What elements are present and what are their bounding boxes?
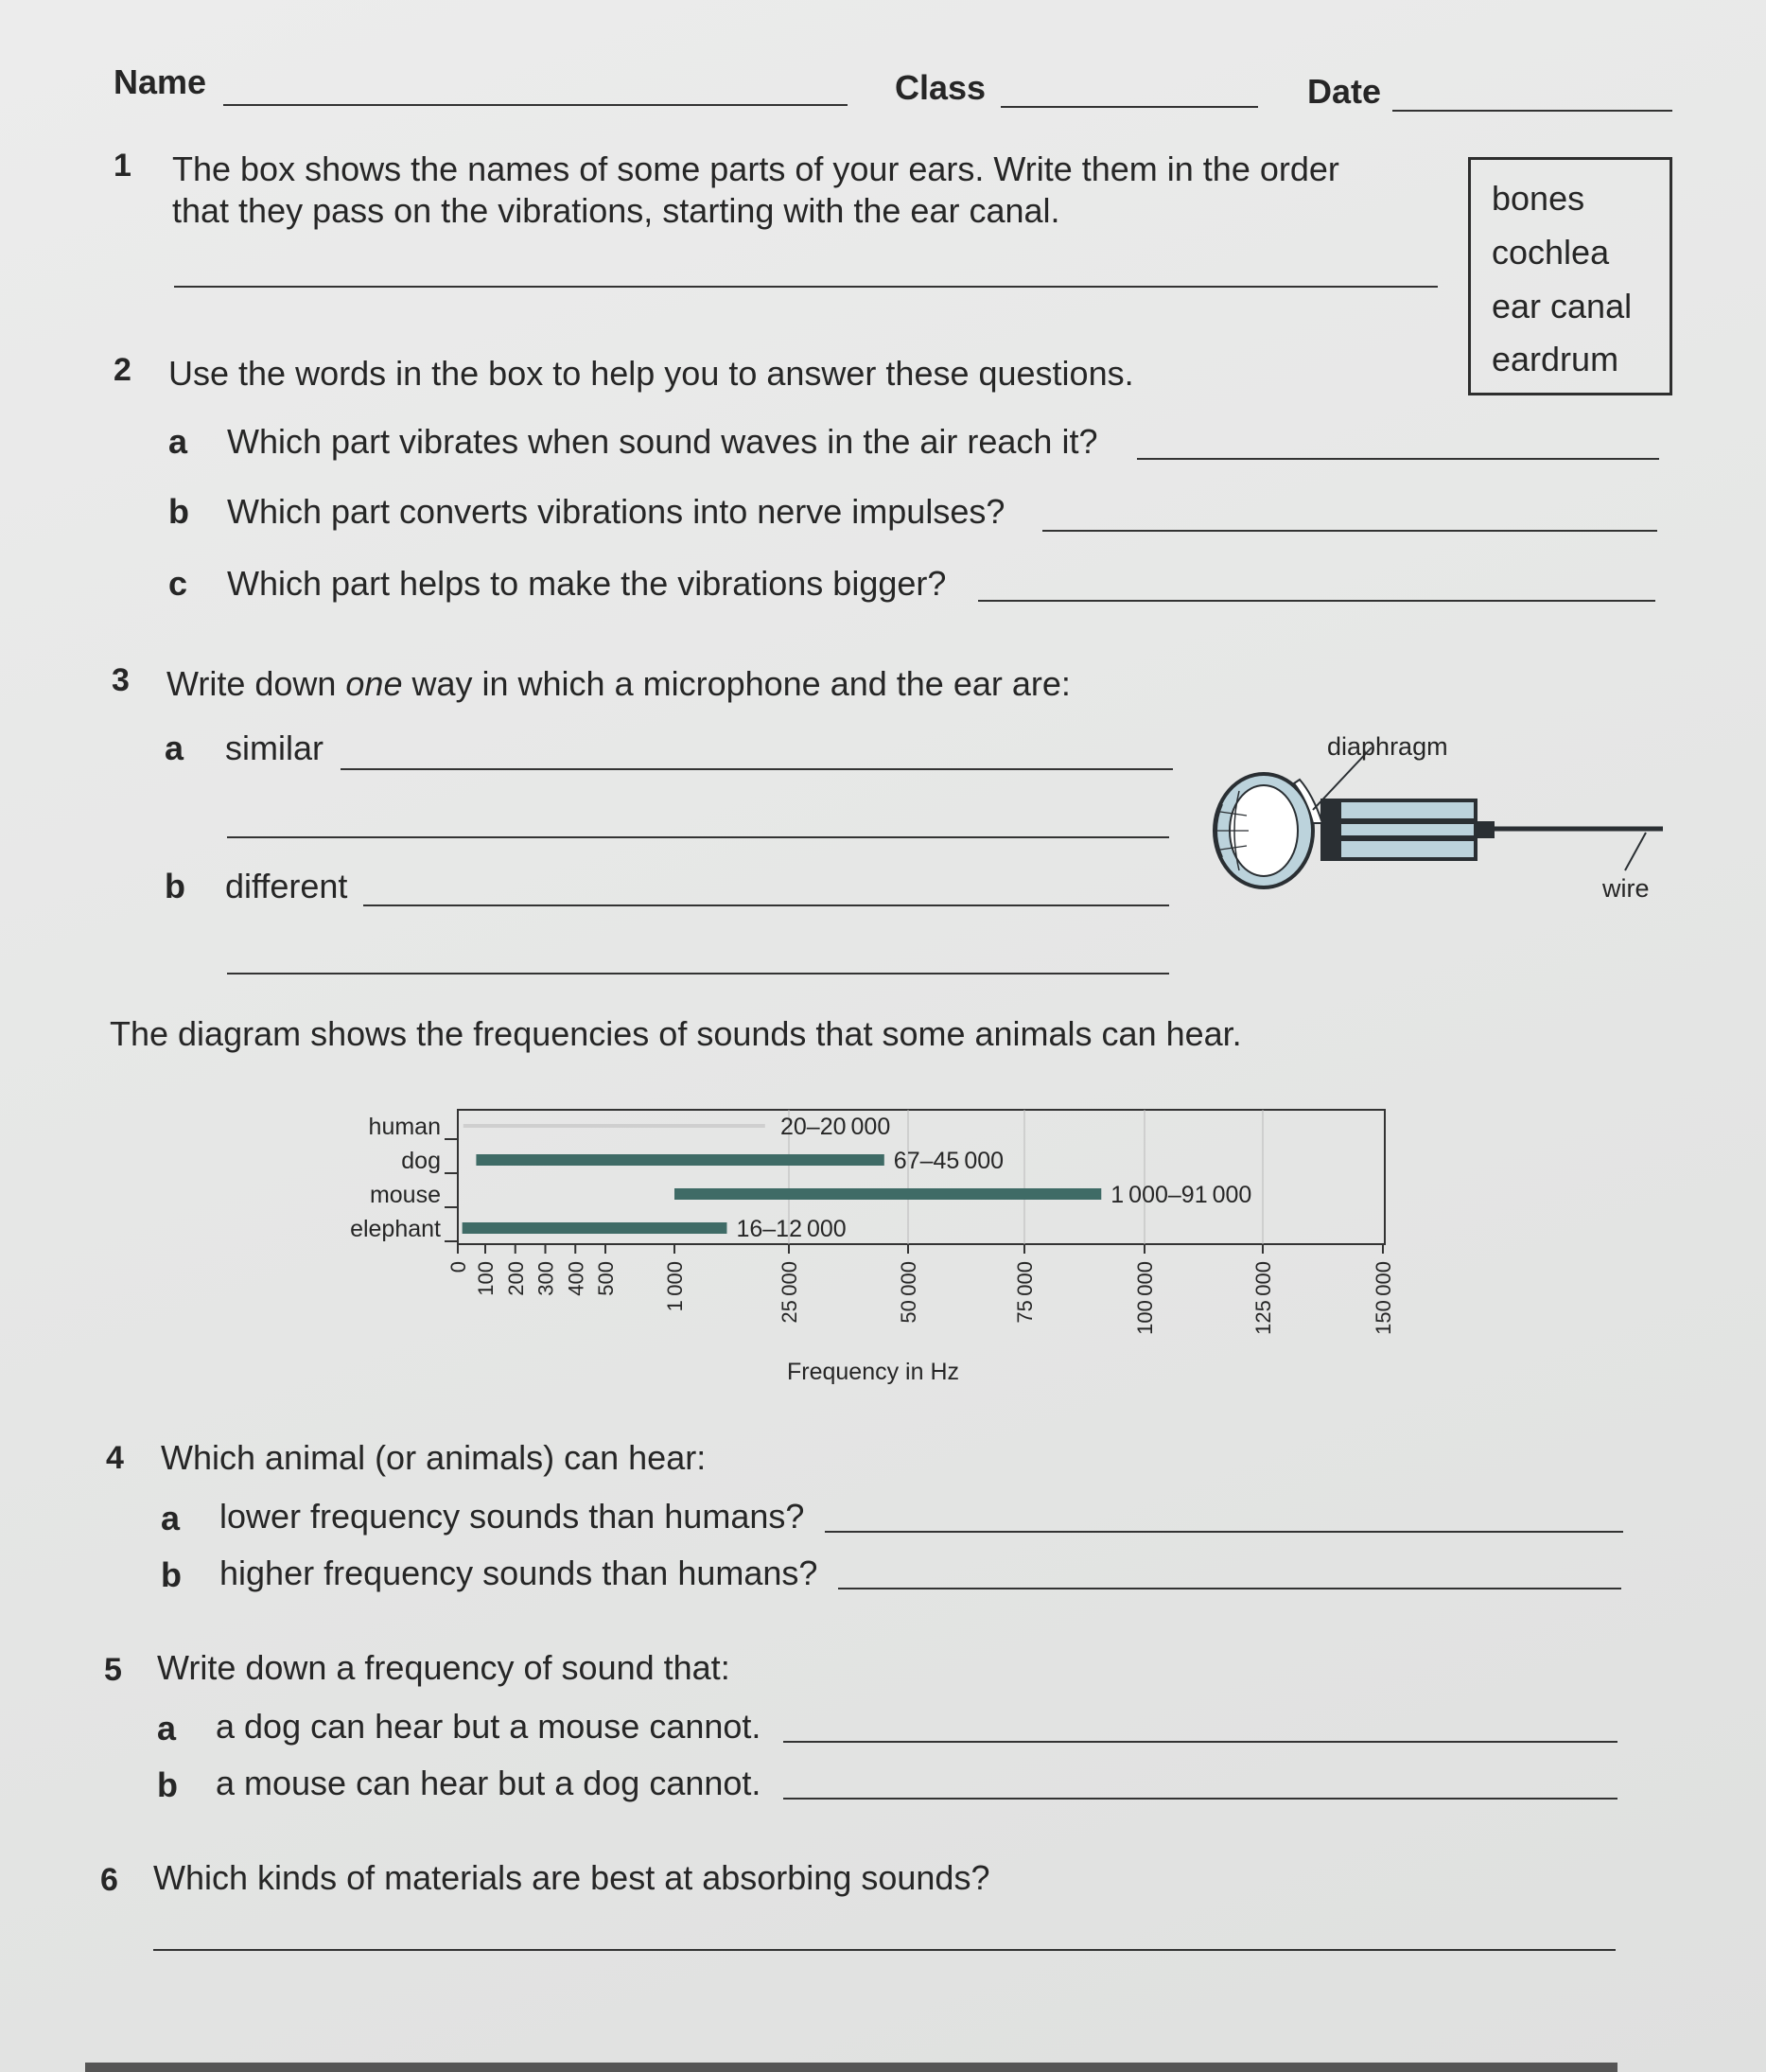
answer-line[interactable] bbox=[978, 600, 1655, 602]
category-label: elephant bbox=[350, 1216, 441, 1242]
answer-line[interactable] bbox=[363, 904, 1169, 906]
part-text: higher frequency sounds than humans? bbox=[219, 1554, 818, 1592]
answer-line[interactable] bbox=[825, 1531, 1623, 1533]
part-text: lower frequency sounds than humans? bbox=[219, 1497, 805, 1536]
x-tick-label: 300 bbox=[533, 1261, 558, 1296]
diagram-intro: The diagram shows the frequencies of sounds that some animals can hear. bbox=[110, 1014, 1242, 1053]
part-letter: a bbox=[168, 422, 188, 461]
word-box-item: cochlea bbox=[1492, 233, 1610, 272]
date-answer-line[interactable] bbox=[1392, 110, 1672, 112]
date-label: Date bbox=[1307, 72, 1382, 111]
x-tick-label: 25 000 bbox=[778, 1261, 801, 1324]
question-text: Which kinds of materials are best at absorbing sounds? bbox=[153, 1858, 990, 1897]
answer-line[interactable] bbox=[227, 836, 1169, 838]
answer-line[interactable] bbox=[1042, 530, 1657, 532]
answer-line[interactable] bbox=[838, 1588, 1621, 1589]
x-tick-label: 1 000 bbox=[663, 1261, 687, 1312]
part-letter: a bbox=[161, 1499, 181, 1537]
question-text: Write down one way in which a microphone and the ear are: bbox=[166, 664, 1071, 703]
part-text: a dog can hear but a mouse cannot. bbox=[216, 1707, 761, 1746]
x-tick-label: 125 000 bbox=[1251, 1261, 1275, 1335]
part-letter: a bbox=[165, 729, 184, 767]
bar-data-label: 16–12 000 bbox=[736, 1216, 847, 1242]
frequency-chart bbox=[331, 1097, 1419, 1391]
name-answer-line[interactable] bbox=[223, 104, 848, 106]
part-letter: b bbox=[157, 1765, 178, 1804]
part-text: Which part helps to make the vibrations bigger? bbox=[227, 564, 947, 603]
range-bar bbox=[674, 1188, 1101, 1200]
word-box-item: eardrum bbox=[1492, 340, 1619, 378]
answer-line[interactable] bbox=[1137, 458, 1659, 460]
answer-line[interactable] bbox=[341, 768, 1173, 770]
x-tick-label: 75 000 bbox=[1013, 1261, 1037, 1324]
category-label: human bbox=[368, 1114, 441, 1140]
x-tick-label: 150 000 bbox=[1372, 1261, 1395, 1335]
part-text: different bbox=[225, 867, 348, 905]
x-tick-label: 500 bbox=[594, 1261, 618, 1296]
bar-data-label: 1 000–91 000 bbox=[1110, 1182, 1252, 1208]
range-bar bbox=[463, 1124, 765, 1128]
part-text: a mouse can hear but a dog cannot. bbox=[216, 1764, 761, 1802]
question-number: 2 bbox=[114, 352, 131, 388]
question-number: 1 bbox=[114, 148, 131, 184]
class-answer-line[interactable] bbox=[1001, 106, 1258, 108]
x-tick-label: 100 bbox=[474, 1261, 498, 1296]
word-box-item: bones bbox=[1492, 179, 1585, 218]
part-text: Which part vibrates when sound waves in the air reach it? bbox=[227, 422, 1098, 461]
question-text: The box shows the names of some parts of your ears. Write them in the order bbox=[172, 149, 1339, 188]
diaphragm-label: diaphragm bbox=[1327, 732, 1448, 761]
answer-line[interactable] bbox=[174, 286, 1438, 288]
answer-line[interactable] bbox=[153, 1949, 1616, 1951]
x-tick-label: 400 bbox=[564, 1261, 588, 1296]
name-label: Name bbox=[114, 62, 207, 101]
answer-line[interactable] bbox=[783, 1741, 1617, 1743]
answer-line[interactable] bbox=[783, 1798, 1617, 1800]
bar-data-label: 67–45 000 bbox=[893, 1148, 1005, 1174]
microphone-body bbox=[1215, 774, 1663, 887]
x-tick-label: 100 000 bbox=[1133, 1261, 1157, 1335]
part-letter: c bbox=[168, 564, 188, 603]
range-bar bbox=[463, 1222, 727, 1234]
bar-data-label: 20–20 000 bbox=[780, 1114, 891, 1140]
range-bar bbox=[476, 1154, 883, 1166]
page-bottom-edge bbox=[85, 2063, 1617, 2072]
part-letter: b bbox=[165, 867, 185, 905]
wire-label: wire bbox=[1602, 874, 1650, 903]
wire-pointer bbox=[1625, 833, 1646, 870]
category-label: mouse bbox=[369, 1182, 441, 1208]
question-number: 5 bbox=[104, 1652, 122, 1688]
x-axis-label: Frequency in Hz bbox=[786, 1359, 960, 1385]
question-number: 4 bbox=[106, 1440, 124, 1476]
question-text: Which animal (or animals) can hear: bbox=[161, 1438, 707, 1477]
class-label: Class bbox=[895, 68, 987, 107]
x-tick-label: 200 bbox=[503, 1261, 528, 1296]
question-text: Use the words in the box to help you to answer these questions. bbox=[168, 354, 1134, 393]
part-letter: b bbox=[168, 492, 189, 531]
question-number: 3 bbox=[112, 662, 130, 698]
question-text: Write down a frequency of sound that: bbox=[157, 1648, 730, 1687]
answer-line[interactable] bbox=[227, 973, 1169, 975]
part-letter: a bbox=[157, 1709, 177, 1747]
question-number: 6 bbox=[100, 1862, 118, 1898]
category-label: dog bbox=[401, 1148, 441, 1174]
x-tick-label: 0 bbox=[446, 1261, 470, 1273]
word-box bbox=[1468, 157, 1672, 395]
question-text: that they pass on the vibrations, starting with the ear canal. bbox=[172, 191, 1060, 230]
part-text: Which part converts vibrations into nerve impulses? bbox=[227, 492, 1005, 531]
part-letter: b bbox=[161, 1555, 182, 1594]
word-box-item: ear canal bbox=[1492, 287, 1633, 325]
part-text: similar bbox=[225, 729, 323, 767]
x-tick-label: 50 000 bbox=[897, 1261, 920, 1324]
